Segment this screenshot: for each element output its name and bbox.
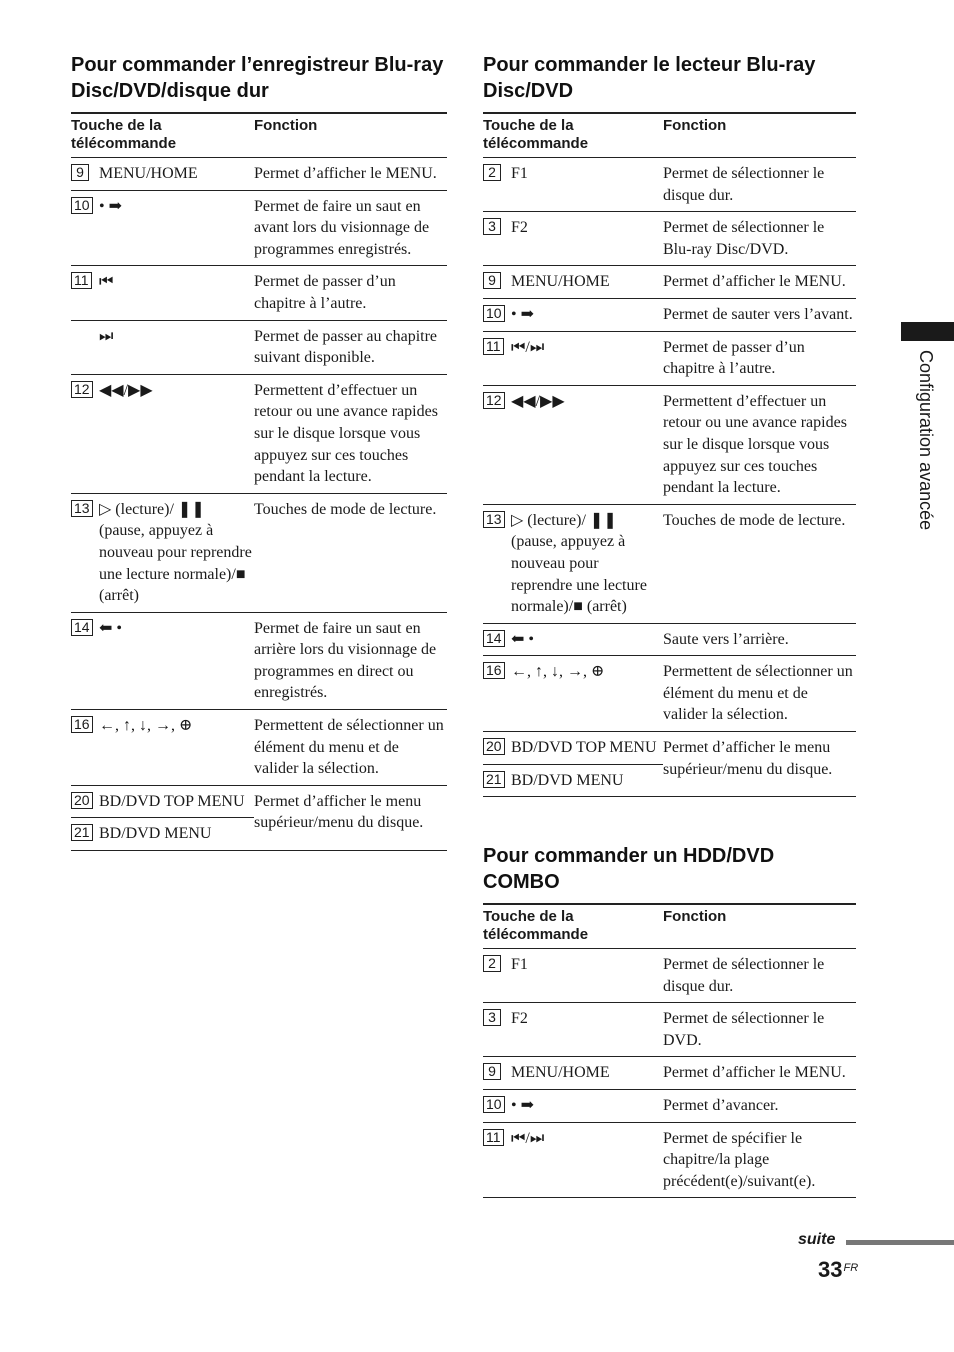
- remote-key-cell: [71, 374, 254, 493]
- function-cell: Permet de spécifier le chapitre/la plage précédent(e)/suivant(e).: [663, 1122, 856, 1198]
- key-number-badge: 10: [71, 197, 93, 214]
- remote-key-cell: [483, 212, 663, 266]
- table-row: [483, 212, 856, 266]
- key-number-badge: 2: [483, 164, 501, 181]
- table-row: [483, 1003, 856, 1057]
- function-cell: Permet d’afficher le MENU.: [663, 266, 856, 299]
- section-title: Pour commander l’enregistreur Blu-ray Disc/DVD/disque dur: [71, 54, 444, 102]
- remote-key-cell: [483, 1003, 663, 1057]
- combo-table: [483, 903, 856, 1198]
- key-label: ←, ↑, ↓, →, ⊕: [511, 663, 605, 681]
- function-cell: Permet de passer d’un chapitre à l’autre.: [663, 331, 856, 385]
- key-label: ▷ (lecture)/ ❚❚ (pause, appuyez à nouveau pour reprendre une lecture normale)/■ (arrêt): [99, 500, 252, 605]
- function-cell: Permet de sélectionner le disque dur.: [663, 158, 856, 212]
- function-cell: Permet d’avancer.: [663, 1089, 856, 1122]
- remote-key-cell: [483, 1089, 663, 1122]
- table-row: [71, 612, 447, 709]
- key-label: ⏮/⏭: [511, 338, 545, 356]
- key-label: ◀◀/▶▶: [99, 381, 153, 399]
- function-cell: Permet de sélectionner le DVD.: [663, 1003, 856, 1057]
- key-label: • ➡: [99, 197, 123, 215]
- table-row: [71, 493, 447, 612]
- function-cell: Permet de sélectionner le Blu-ray Disc/DVD.: [663, 212, 856, 266]
- remote-key-cell: [483, 385, 663, 504]
- remote-key-cell: [71, 190, 254, 266]
- key-number-badge: 2: [483, 955, 501, 972]
- section-title: Pour commander le lecteur Blu-ray Disc/DVD: [483, 54, 816, 102]
- key-number-badge: 11: [71, 272, 92, 289]
- key-label: ⏮: [99, 273, 114, 291]
- key-number-badge: 3: [483, 1009, 501, 1026]
- continued-label: suite: [798, 1231, 836, 1248]
- key-number-badge: 12: [71, 381, 93, 398]
- table-row: [483, 1089, 856, 1122]
- col-header-function: Fonction: [254, 113, 447, 158]
- key-label: BD/DVD MENU: [511, 771, 624, 789]
- remote-key-cell: [483, 1057, 663, 1090]
- combo-table-body: [483, 949, 856, 1198]
- function-cell: Permet de faire un saut en arrière lors du visionnage de programmes en direct ou enregistrés.: [254, 612, 447, 709]
- function-cell: Permet de passer au chapitre suivant disponible.: [254, 320, 447, 374]
- page-language-code: FR: [843, 1262, 859, 1274]
- function-cell: Touches de mode de lecture.: [663, 504, 856, 623]
- remote-key-cell: [71, 158, 254, 191]
- player-table-body: [483, 158, 856, 797]
- table-row: [71, 374, 447, 493]
- remote-key-cell: [483, 331, 663, 385]
- key-label: ⏭: [99, 327, 114, 345]
- key-label: MENU/HOME: [511, 1064, 610, 1082]
- function-cell: Permet d’afficher le MENU.: [254, 158, 447, 191]
- key-number-badge: 12: [483, 392, 505, 409]
- side-tab-marker: [901, 322, 954, 341]
- player-table: [483, 112, 856, 797]
- function-cell: Permettent de sélectionner un élément du menu et de valider la sélection.: [254, 710, 447, 786]
- key-number-badge: 9: [71, 164, 89, 181]
- page-number: [818, 1257, 858, 1283]
- key-label: F2: [511, 1010, 528, 1028]
- function-cell: Permet de passer d’un chapitre à l’autre.: [254, 266, 447, 320]
- table-row: [71, 785, 447, 818]
- remote-key-cell: [71, 818, 254, 851]
- remote-key-cell: [483, 504, 663, 623]
- remote-key-cell: [483, 764, 663, 797]
- key-label: F1: [511, 165, 528, 182]
- function-cell: Permettent d’effectuer un retour ou une avance rapides sur le disque lorsque vous appuyez sur ces touches pendant la lecture.: [254, 374, 447, 493]
- key-label: ⬅ •: [99, 619, 123, 637]
- key-label: BD/DVD MENU: [99, 825, 212, 843]
- table-row: [71, 190, 447, 266]
- key-label: F1: [511, 956, 528, 973]
- remote-key-cell: [483, 266, 663, 299]
- function-cell: Permettent d’effectuer un retour ou une avance rapides sur le disque lorsque vous appuyez sur ces touches pendant la lecture.: [663, 385, 856, 504]
- key-number-badge: 20: [483, 738, 505, 755]
- function-cell: Permet de sélectionner le disque dur.: [663, 949, 856, 1003]
- side-section-label: Configuration avancée: [916, 350, 936, 531]
- table-row: [71, 158, 447, 191]
- col-header-key: Touche de la télécommande: [71, 113, 254, 158]
- table-row: [483, 266, 856, 299]
- recorder-table: [71, 112, 447, 851]
- key-label: ⬅ •: [511, 630, 535, 648]
- col-header-function: Fonction: [663, 904, 856, 949]
- key-number-badge: 13: [483, 511, 505, 528]
- key-number-badge: 10: [483, 305, 505, 322]
- remote-key-cell: [483, 298, 663, 331]
- function-cell: Permettent de sélectionner un élément du menu et de valider la sélection.: [663, 656, 856, 732]
- key-number-badge: 11: [483, 338, 504, 355]
- page-number-value: 33: [818, 1257, 843, 1282]
- section-player: [483, 52, 856, 797]
- remote-key-cell: [483, 656, 663, 732]
- key-number-badge: 3: [483, 218, 501, 235]
- remote-key-cell: [71, 785, 254, 818]
- remote-key-cell: [483, 732, 663, 765]
- key-label: • ➡: [511, 1096, 535, 1114]
- key-number-badge: 16: [483, 662, 505, 679]
- table-row: [483, 331, 856, 385]
- key-label: ▷ (lecture)/ ❚❚ (pause, appuyez à nouveau pour reprendre une lecture normale)/■ (arrêt): [511, 511, 647, 616]
- key-label: BD/DVD TOP MENU: [99, 792, 245, 810]
- recorder-table-body: [71, 158, 447, 851]
- remote-key-cell: [483, 949, 663, 1003]
- section-recorder: [71, 52, 447, 851]
- function-cell: Permet d’afficher le menu supérieur/menu du disque.: [254, 785, 447, 850]
- table-row: [483, 504, 856, 623]
- key-number-badge: 14: [483, 630, 505, 647]
- remote-key-cell: [71, 612, 254, 709]
- table-row: [483, 158, 856, 212]
- remote-key-cell: [483, 158, 663, 212]
- table-row: [483, 1057, 856, 1090]
- key-number-badge: 13: [71, 500, 93, 517]
- function-cell: Permet d’afficher le menu supérieur/menu du disque.: [663, 732, 856, 797]
- remote-key-cell: [71, 710, 254, 786]
- remote-key-cell: [483, 623, 663, 656]
- table-row: [483, 385, 856, 504]
- key-number-badge: 21: [71, 824, 93, 841]
- key-number-badge: 21: [483, 771, 505, 788]
- key-number-badge: 10: [483, 1096, 505, 1113]
- key-number-badge: 14: [71, 619, 93, 636]
- remote-key-cell: [71, 493, 254, 612]
- continued-bar: [846, 1240, 954, 1245]
- key-number-badge: 16: [71, 716, 93, 733]
- key-label: F2: [511, 219, 528, 237]
- key-label: BD/DVD TOP MENU: [511, 739, 657, 757]
- function-cell: Permet d’afficher le MENU.: [663, 1057, 856, 1090]
- table-row: [483, 298, 856, 331]
- key-number-badge: 20: [71, 792, 93, 809]
- remote-key-cell: [71, 266, 254, 320]
- section-combo: [483, 843, 856, 1198]
- col-header-key: Touche de la télécommande: [483, 113, 663, 158]
- key-label: MENU/HOME: [511, 273, 610, 291]
- col-header-function: Fonction: [663, 113, 856, 158]
- key-number-badge: 9: [483, 1063, 501, 1080]
- remote-key-cell: [483, 1122, 663, 1198]
- function-cell: Permet de sauter vers l’avant.: [663, 298, 856, 331]
- function-cell: Touches de mode de lecture.: [254, 493, 447, 612]
- table-row: [483, 949, 856, 1003]
- function-cell: Permet de faire un saut en avant lors du visionnage de programmes enregistrés.: [254, 190, 447, 266]
- table-row: [71, 266, 447, 320]
- table-row: [483, 1122, 856, 1198]
- key-number-badge: 11: [483, 1129, 504, 1146]
- key-label: ←, ↑, ↓, →, ⊕: [99, 717, 193, 735]
- table-row: [483, 732, 856, 765]
- col-header-key: Touche de la télécommande: [483, 904, 663, 949]
- table-row: [483, 623, 856, 656]
- key-label: • ➡: [511, 305, 535, 323]
- key-label: MENU/HOME: [99, 165, 198, 182]
- remote-key-cell: [71, 320, 254, 374]
- table-row: [71, 710, 447, 786]
- table-row: [71, 320, 447, 374]
- section-title: Pour commander un HDD/DVD COMBO: [483, 845, 775, 893]
- key-number-badge: 9: [483, 272, 501, 289]
- key-label: ◀◀/▶▶: [511, 392, 565, 410]
- key-label: ⏮/⏭: [511, 1129, 545, 1147]
- function-cell: Saute vers l’arrière.: [663, 623, 856, 656]
- table-row: [483, 656, 856, 732]
